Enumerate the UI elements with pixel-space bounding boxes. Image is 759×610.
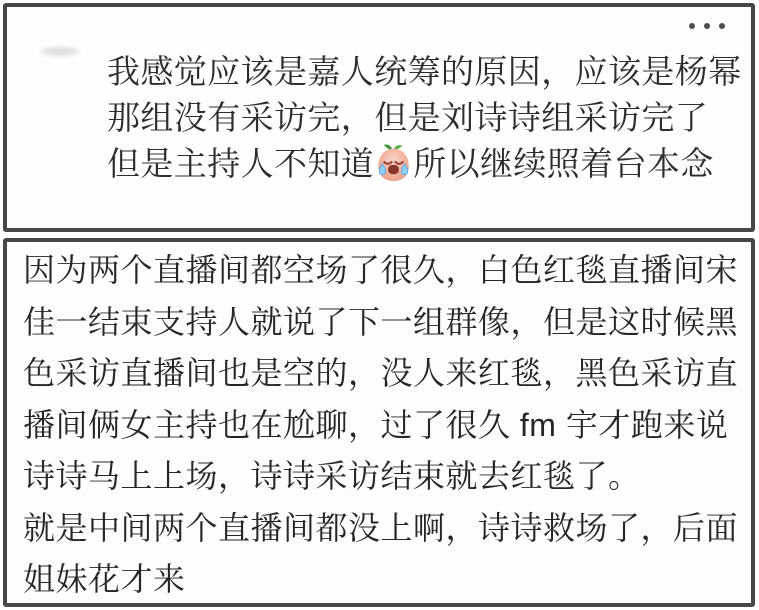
reply-paragraph-2: 就是中间两个直播间都没上啊，诗诗救场了，后面姐妹花才来 <box>23 509 739 597</box>
reply-comment-card <box>3 238 755 607</box>
quote-message-text <box>107 49 750 195</box>
quote-message-part1: 我感觉应该是嘉人统筹的原因，应该是杨幂那组没有采访完，但是刘诗诗组采访完了 但是主持人不知道 <box>107 53 742 182</box>
crying-emoji-icon <box>375 142 412 195</box>
more-options-dot <box>689 23 695 29</box>
more-options-icon[interactable] <box>687 19 727 33</box>
quote-comment-card <box>3 3 755 232</box>
reply-message-text <box>23 245 743 606</box>
more-options-dot <box>704 23 710 29</box>
more-options-dot <box>719 23 725 29</box>
redacted-username-smudge <box>41 47 79 56</box>
quote-message-part2: 所以继续照着台本念 <box>413 145 714 182</box>
reply-paragraph-1: 因为两个直播间都空场了很久，白色红毯直播间宋佳一结束支持人就说了下一组群像，但是这时候黑色采访直播间也是空的，没人来红毯，黑色采访直播间俩女主持也在尬聊，过了很久 fm 宇才跑来说诗诗马上上场，诗诗采访结束就去红毯了。 <box>23 252 739 494</box>
